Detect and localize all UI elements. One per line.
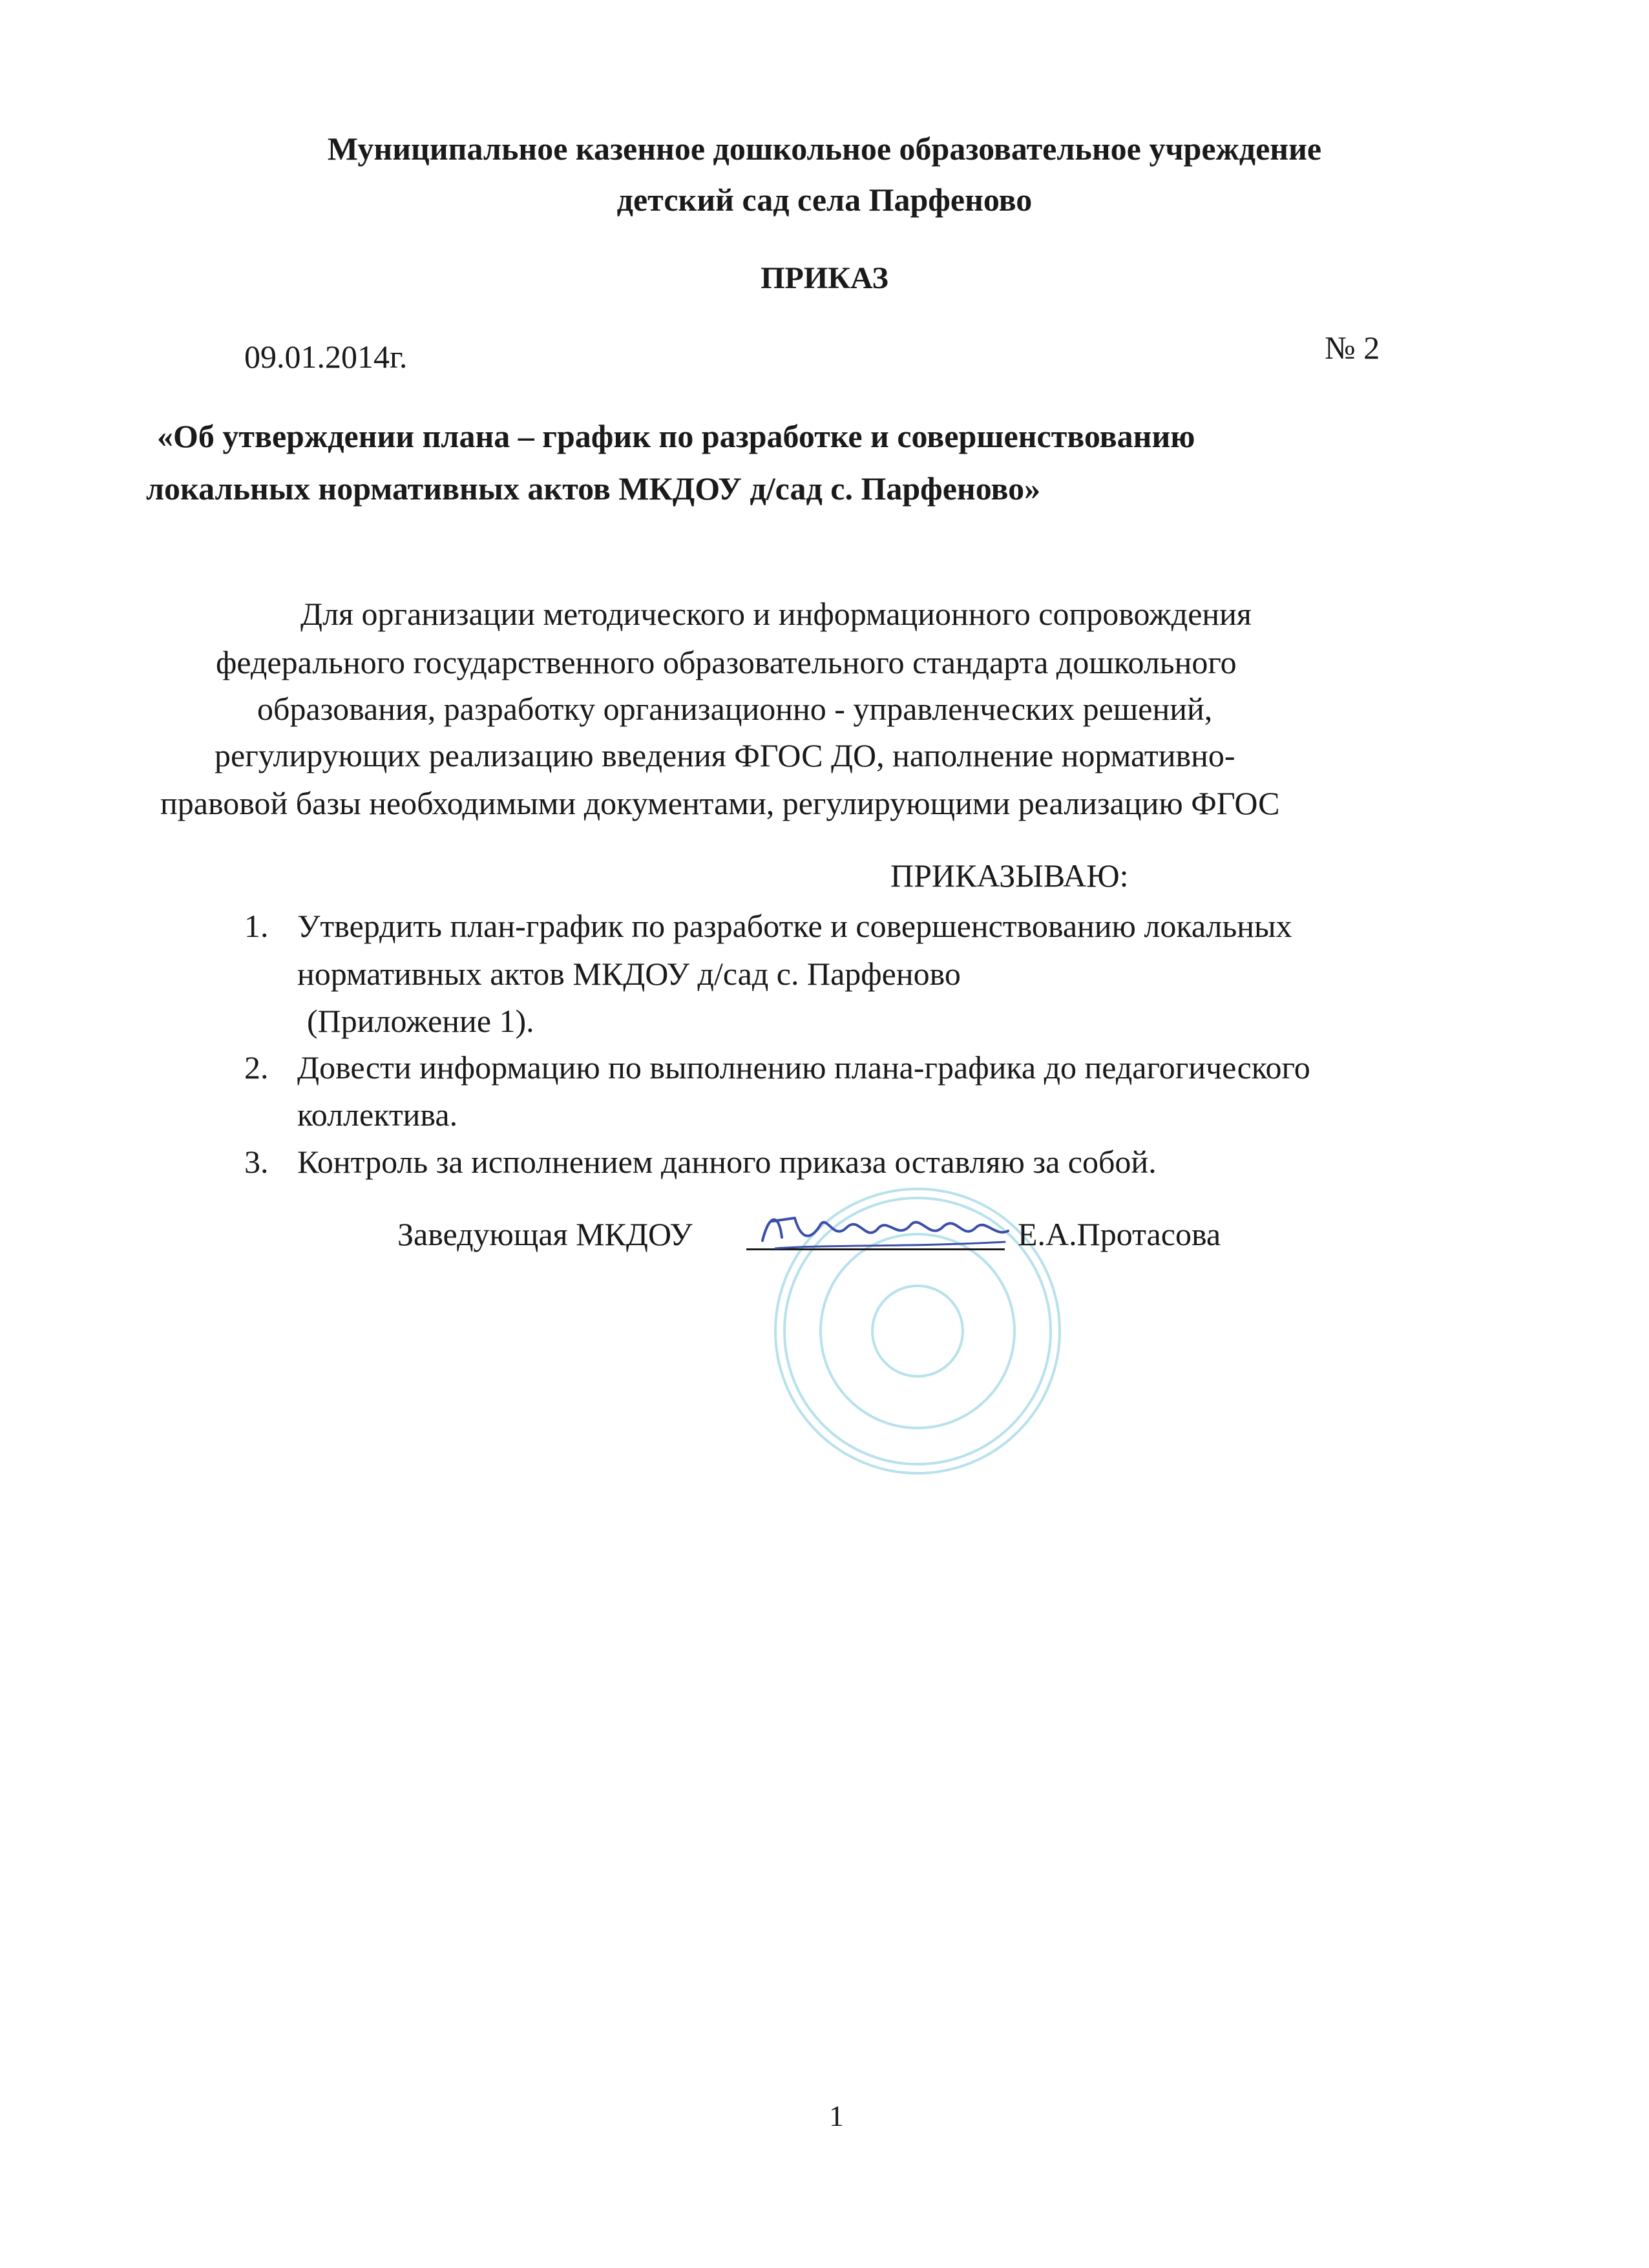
order-title: ПРИКАЗ xyxy=(761,261,888,295)
page-number: 1 xyxy=(829,2099,844,2132)
subject-line1: «Об утверждении плана – график по разработке и совершенствованию xyxy=(157,418,1195,454)
signatory-name: Е.А.Протасова xyxy=(1018,1216,1221,1252)
preamble-line5: правовой базы необходимыми документами, регулирующими реализацию ФГОС xyxy=(160,785,1280,821)
decree-heading: ПРИКАЗЫВАЮ: xyxy=(890,857,1129,894)
decree-item-number: 1. xyxy=(244,908,269,944)
preamble-line2: федерального государственного образовательного стандарта дошкольного xyxy=(216,644,1237,680)
decree-item-text: Довести информацию по выполнению плана-графика до педагогического xyxy=(297,1049,1310,1086)
preamble-line4: регулирующих реализацию введения ФГОС ДО, наполнение нормативно- xyxy=(215,737,1235,773)
org-name-line2: детский сад села Парфеново xyxy=(616,182,1033,218)
decree-item-text: коллектива. xyxy=(297,1097,458,1133)
order-number: № 2 xyxy=(1325,330,1380,366)
handwritten-signature xyxy=(750,1202,1021,1260)
preamble-line1: Для организации методического и информационного сопровождения xyxy=(300,596,1252,632)
subject-line2: локальных нормативных актов МКДОУ д/сад с. Парфеново» xyxy=(146,470,1041,507)
decree-item-text: (Приложение 1). xyxy=(307,1003,534,1039)
order-date: 09.01.2014г. xyxy=(244,339,408,375)
decree-item-number: 2. xyxy=(244,1049,269,1086)
decree-item-text: Контроль за исполнением данного приказа оставляю за собой. xyxy=(297,1144,1157,1180)
decree-item-number: 3. xyxy=(244,1144,269,1180)
org-name-line1: Муниципальное казенное дошкольное образовательное учреждение xyxy=(327,131,1322,167)
signatory-position: Заведующая МКДОУ xyxy=(397,1216,693,1252)
decree-item-text: Утвердить план-график по разработке и совершенствованию локальных xyxy=(297,908,1292,944)
preamble-line3: образования, разработку организационно - управленческих решений, xyxy=(257,691,1213,727)
decree-item-text: нормативных актов МКДОУ д/сад с. Парфеново xyxy=(297,956,961,992)
